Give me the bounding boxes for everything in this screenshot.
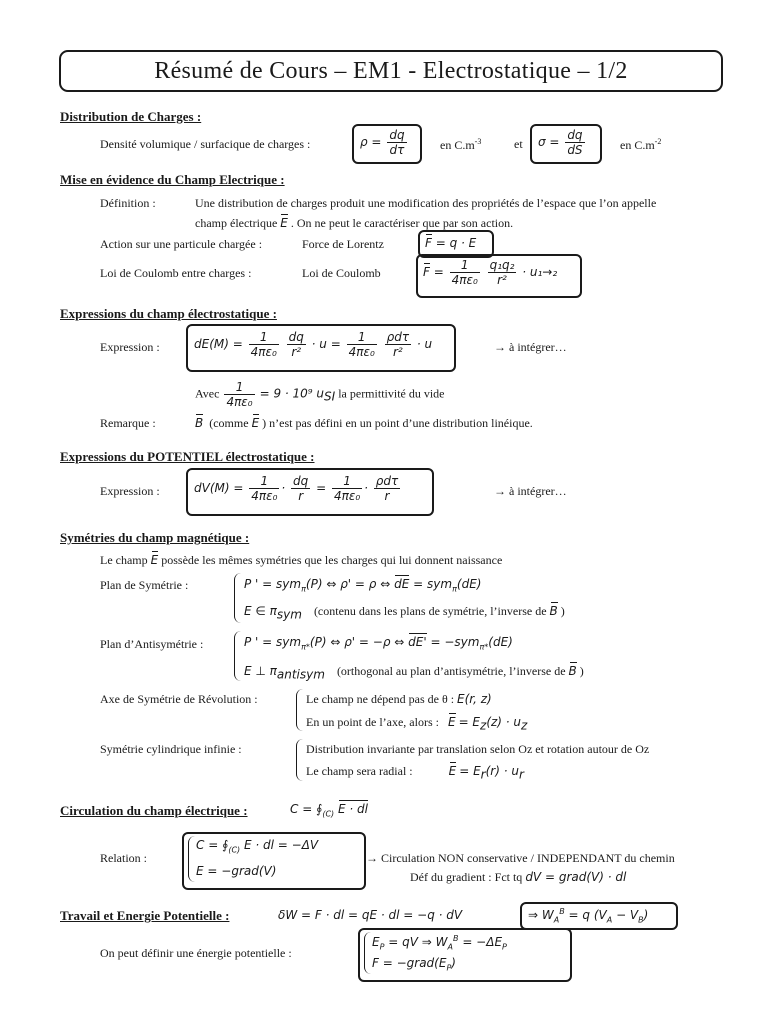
- coulomb-tail: · u₁→₂: [522, 265, 558, 279]
- rho-lhs: ρ =: [360, 135, 382, 149]
- density-label: Densité volumique / surfacique de charges :: [100, 137, 311, 151]
- de-lhs: dE(M) =: [194, 337, 243, 351]
- asym-l1b: (P) ⇔ ρ' = −ρ ⇔: [309, 635, 405, 649]
- antisym-line1: P ' = sym$_{\pi*}$(P) ⇔ ρ' = −ρ ⇔ dE' = −sym$_{\pi*}$(dE): [244, 635, 513, 652]
- cylindrical-line1: Distribution invariante par translation selon Oz et rotation autour de Oz: [306, 742, 650, 756]
- rel-l1b: E · dl = −ΔV: [243, 838, 319, 852]
- heading-potentiel: Expressions du POTENTIEL électrostatique :: [60, 449, 315, 464]
- avec-label: Avec: [195, 386, 220, 401]
- heading-symetries: Symétries du champ magnétique :: [60, 530, 250, 545]
- ep-l1c: = −ΔE: [462, 935, 503, 949]
- dv-num1: 1: [249, 474, 279, 489]
- heading-travail: Travail et Energie Potentielle :: [60, 908, 230, 923]
- work-box-b: = q (V: [568, 908, 607, 922]
- circulation-note2: [410, 870, 626, 885]
- sigma-formula: [538, 128, 587, 157]
- symmetry-intro: [100, 553, 502, 568]
- heading-distribution: Distribution de Charges :: [60, 109, 202, 124]
- coulomb-num2: q₁q₂: [489, 258, 515, 272]
- integrate-note: → à intégrer…: [494, 340, 567, 354]
- asym-l1d: (dE): [488, 635, 513, 649]
- de-formula: [194, 330, 432, 359]
- intro-e-vector: E: [150, 553, 159, 567]
- def-line2-a: champ électrique: [195, 216, 278, 230]
- dv-frac2: [291, 474, 310, 503]
- potential-expression-label: Expression :: [100, 484, 160, 498]
- dv-lhs: dV(M) =: [194, 481, 244, 495]
- work-box-a: ⇒ W: [528, 908, 554, 922]
- energy-line2: $F = -grad(E_P)$: [372, 956, 456, 973]
- remark-label: Remarque :: [100, 416, 156, 430]
- intro-a: Le champ: [100, 553, 148, 567]
- e-vector-symbol: E: [280, 216, 288, 230]
- coulomb-frac2: [488, 258, 517, 287]
- revolution-brace: [296, 689, 303, 731]
- sym-de-vector: dE: [394, 577, 410, 591]
- de-den3: 4πε₀: [348, 345, 375, 359]
- coulomb-den2: r²: [497, 273, 507, 287]
- unit-surfacic-text: en C.m: [620, 138, 655, 152]
- unit-surfacic: [620, 137, 661, 153]
- de-num2: dq: [288, 330, 304, 344]
- relation-line1: [196, 838, 318, 854]
- asym-l2-text: (orthogonal au plan d’antisymétrie, l’inverse de: [336, 664, 566, 678]
- rev-l2g: (z) · u: [486, 715, 522, 729]
- energy-line1: $E_P$ = qV ⇒ $W_A^B = -\Delta E_P$: [372, 934, 507, 952]
- de-frac3: [347, 330, 377, 359]
- def-line2-b: . On ne peut le caractériser que par son action.: [290, 216, 514, 230]
- cyl-l2g: (r) · u: [485, 764, 519, 778]
- circ-a: C = ∮: [290, 802, 323, 816]
- relation-label: Relation :: [100, 851, 147, 865]
- sym-l1c: = sym: [413, 577, 453, 591]
- note2-formula: dV = grad(V) · dl: [525, 870, 627, 884]
- asym-l2a: E ⊥ π: [244, 664, 277, 678]
- de-den4: r²: [392, 345, 403, 359]
- antisym-line2: [244, 664, 584, 681]
- rho-num: dq: [389, 128, 405, 142]
- rho-den: dτ: [389, 143, 405, 157]
- rel-l1a: C = ∮: [196, 838, 229, 852]
- dv-den3: 4πε₀: [333, 489, 361, 503]
- sym-brace: [234, 573, 241, 623]
- dv-frac3: [332, 474, 362, 503]
- coulomb-den1: 4πε₀: [451, 273, 478, 287]
- unit-volumic-text: en C.m: [440, 138, 475, 152]
- remark-b: ) n’est pas défini en un point d’une distribution linéique.: [262, 416, 533, 430]
- avec-num: 1: [224, 380, 254, 395]
- coulomb-formula: F = $\frac{1}{\text{4πε₀}}$ $\frac{\text{q₁q₂}}{\text{r²}}$ · u₁→₂: [423, 258, 558, 287]
- sigma-fraction: [565, 128, 584, 157]
- work-box-end: ): [643, 908, 649, 922]
- f-vector-symbol: F: [425, 236, 432, 250]
- circulation-formula: [290, 802, 368, 818]
- rev-l2: En un point de l’axe, alors :: [306, 715, 439, 729]
- de-frac4: [385, 330, 411, 359]
- b-vector-symbol: B: [195, 416, 204, 430]
- relation-brace: [188, 836, 195, 882]
- definition-line2: [195, 216, 513, 231]
- cyl-l2f: = E: [459, 764, 481, 778]
- sym-l1a: P ' = sym: [244, 577, 302, 591]
- sym-l2-sub: sym: [276, 607, 302, 622]
- ep-l1a: E: [372, 935, 380, 949]
- cylindrical-label: Symétrie cylindrique infinie :: [100, 742, 242, 756]
- avec-frac: [224, 380, 254, 409]
- coulomb-f-vector: F: [423, 265, 430, 279]
- circ-sub: (C): [322, 809, 335, 819]
- dv-frac4: [374, 474, 400, 503]
- sym-plane-label: Plan de Symétrie :: [100, 578, 189, 592]
- asym-b-vector: B: [568, 664, 577, 678]
- asym-l2-sub: antisym: [276, 667, 325, 682]
- dv-num2: dq: [293, 474, 309, 488]
- intro-b: possède les mêmes symétries que les charges qui lui donnent naissance: [161, 553, 503, 567]
- dv-frac1: [249, 474, 279, 503]
- de-num3: 1: [347, 330, 377, 345]
- revolution-line1: [306, 692, 492, 707]
- et-text: et: [514, 137, 523, 151]
- title-text: Résumé de Cours – EM1 - Electrostatique – 1/2: [154, 57, 628, 84]
- work-box-formula: ⇒ $W_A^B = q$ $(V_A - V_B)$: [528, 907, 649, 925]
- dv-num4: ρdτ: [375, 474, 399, 488]
- rev-l1f: E(r, z): [457, 692, 492, 706]
- heading-champ: Mise en évidence du Champ Electrique :: [60, 172, 285, 187]
- ep-l2-end: ): [451, 956, 456, 970]
- sigma-num: dq: [567, 128, 583, 142]
- de-frac1: [249, 330, 279, 359]
- rev-l2f: = E: [458, 715, 481, 729]
- circ-tail: E · dl: [337, 802, 368, 816]
- asym-l2-end: ): [579, 664, 584, 678]
- dv-den2: r: [298, 489, 304, 503]
- asym-de-vector: dE': [408, 635, 427, 649]
- rho-formula: [360, 128, 409, 157]
- cylindrical-line2: Le champ sera radial : $E = E_r(r) \cdot u_r$: [306, 764, 524, 782]
- work-box-c: − V: [616, 908, 639, 922]
- sym-l1b: (P) ⇔ ρ' = ρ ⇔: [305, 577, 391, 591]
- revolution-line2: En un point de l’axe, alors : $E = E_z(z) \cdot u_z$: [306, 715, 528, 733]
- ep-l2: F = −grad(E: [372, 956, 447, 970]
- sym-l2-text: (contenu dans les plans de symétrie, l’inverse de: [313, 604, 547, 618]
- page-title: [59, 50, 723, 92]
- revolution-label: Axe de Symétrie de Révolution :: [100, 692, 258, 706]
- avec-text: la permittivité du vide: [338, 386, 445, 401]
- remark-e-vector: E: [251, 416, 260, 430]
- coulomb-label: Loi de Coulomb entre charges :: [100, 266, 252, 280]
- sigma-den: dS: [567, 143, 583, 157]
- dv-den4: r: [384, 489, 390, 503]
- sym-l2-end: ): [560, 604, 565, 618]
- lorentz-rhs: = q · E: [435, 236, 477, 250]
- rho-fraction: [387, 128, 406, 157]
- cylindrical-brace: [296, 739, 303, 781]
- remark-line: [195, 416, 533, 431]
- ep-l1b: = qV ⇒ W: [388, 935, 448, 949]
- heading-circulation: Circulation du champ électrique :: [60, 803, 248, 818]
- coulomb-law: Loi de Coulomb: [302, 266, 381, 280]
- de-tail: · u: [416, 337, 433, 351]
- definition-line1: Une distribution de charges produit une modification des propriétés de l’espace que l’on appelle: [195, 196, 657, 210]
- rel-l1-sub: (C): [228, 845, 241, 855]
- coulomb-num1: 1: [450, 258, 480, 273]
- coulomb-frac1: [450, 258, 480, 287]
- antisym-plane-label: Plan d’Antisymétrie :: [100, 637, 204, 651]
- unit-volumic: [440, 137, 481, 153]
- avec-den: 4πε₀: [226, 395, 253, 409]
- potential-integrate-note: → à intégrer…: [494, 484, 567, 498]
- sym-b-vector: B: [549, 604, 558, 618]
- avec-line: [195, 380, 445, 409]
- energy-brace: [364, 932, 371, 974]
- energy-label: On peut définir une énergie potentielle :: [100, 946, 292, 960]
- action-label: Action sur une particule chargée :: [100, 237, 263, 251]
- asym-l1a: P ' = sym: [244, 635, 302, 649]
- sym-line2: [244, 604, 565, 621]
- dv-num3: 1: [332, 474, 362, 489]
- lorentz-formula: [425, 236, 476, 250]
- de-den1: 4πε₀: [250, 345, 277, 359]
- rev-l1: Le champ ne dépend pas de θ :: [306, 692, 455, 706]
- de-mid: · u =: [311, 337, 341, 351]
- sym-line1: P ' = sym$_\pi$(P) ⇔ ρ' = ρ ⇔ dE = sym$_\pi$(dE): [244, 577, 482, 594]
- cyl-l2: Le champ sera radial :: [306, 764, 413, 778]
- unit-volumic-exp: -3: [474, 137, 482, 146]
- sym-l1d: (dE): [456, 577, 482, 591]
- rev-e-vector: E: [447, 715, 456, 729]
- work-formula: δW = F · dl = qE · dl = −q · dV: [278, 908, 463, 922]
- sigma-lhs: σ =: [538, 135, 560, 149]
- dv-formula: dV(M) = $\frac{1}{\text{4πε₀}}$ · $\frac{dq}{r}$ = $\frac{1}{\text{4πε₀}}$ · $\frac{\text{ρdτ}}{r}$: [194, 474, 399, 503]
- antisym-brace: [234, 631, 241, 681]
- heading-champ-expr: Expressions du champ électrostatique :: [60, 306, 277, 321]
- lorentz-label: Force de Lorentz: [302, 237, 384, 251]
- de-num1: 1: [249, 330, 279, 345]
- circulation-note1: → Circulation NON conservative / INDEPENDANT du chemin: [366, 851, 675, 865]
- de-frac2: [287, 330, 306, 359]
- sym-l2a: E ∈ π: [244, 604, 277, 618]
- avec-unit: SI: [324, 389, 336, 404]
- de-den2: r²: [291, 345, 302, 359]
- asym-l1c: = −sym: [430, 635, 480, 649]
- relation-line2: E = −grad(V): [196, 864, 277, 878]
- unit-surfacic-exp: -2: [654, 137, 662, 146]
- dv-den1: 4πε₀: [251, 489, 278, 503]
- definition-label: Définition :: [100, 196, 156, 210]
- de-num4: ρdτ: [386, 330, 410, 344]
- remark-a: (comme: [209, 416, 249, 430]
- expression-label: Expression :: [100, 340, 160, 354]
- cyl-e-vector: E: [448, 764, 457, 778]
- note2-text: Déf du gradient : Fct tq: [410, 870, 523, 884]
- avec-value: = 9 · 10⁹ u: [259, 386, 325, 401]
